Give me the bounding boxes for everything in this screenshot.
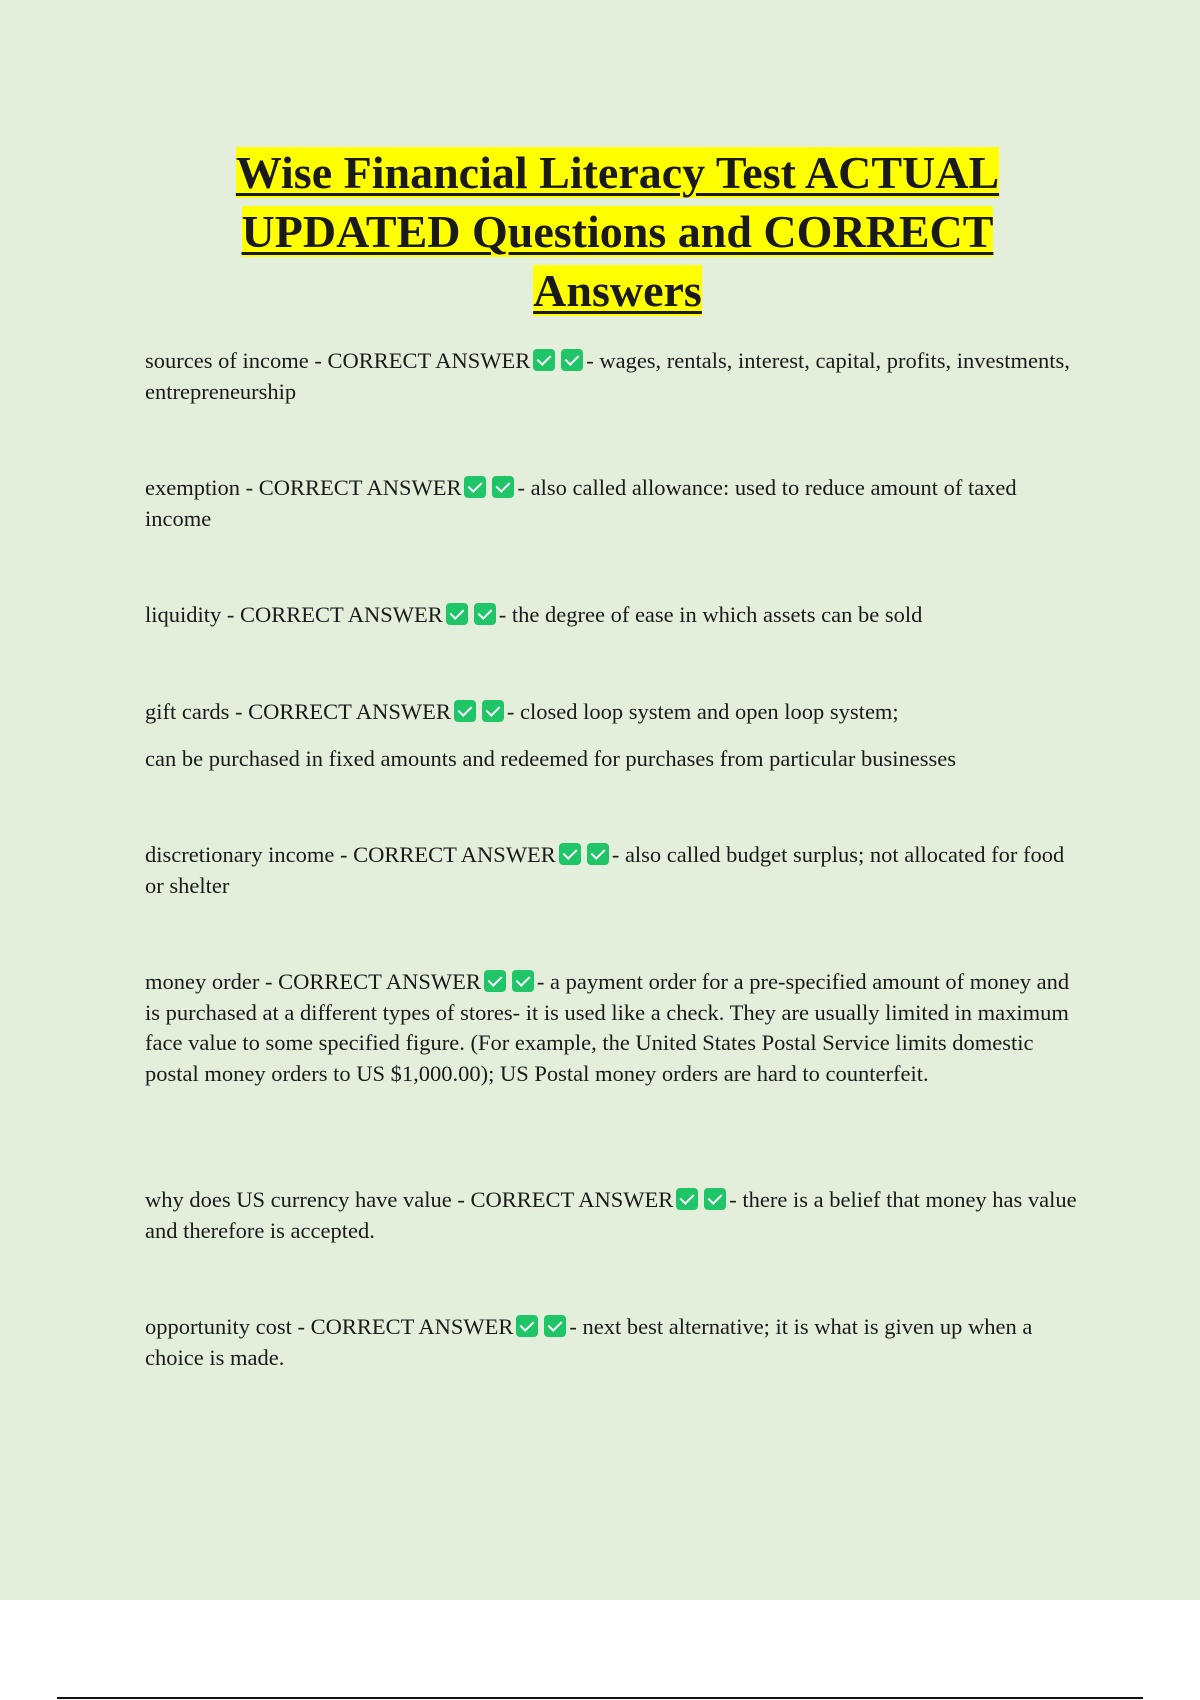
check-mark-icon — [704, 1188, 726, 1210]
qa-item-sources-of-income: sources of income - CORRECT ANSWER - wages, rentals, interest, capital, profits, investments, entrepreneurship — [145, 348, 1070, 404]
title-line-2: UPDATED Questions and CORRECT — [241, 206, 994, 257]
qa-answer: the degree of ease in which assets can be sold — [511, 602, 923, 627]
check-mark-icon — [484, 970, 506, 992]
check-mark-icon — [544, 1315, 566, 1337]
qa-tag: CORRECT ANSWER — [470, 1187, 674, 1212]
qa-answer: there is a belief that money has value and therefore is accepted. — [145, 1187, 1077, 1243]
check-mark-icon — [533, 349, 555, 371]
qa-item-opportunity-cost: opportunity cost - CORRECT ANSWER - next best alternative; it is what is given up when a choice is made. — [145, 1314, 1033, 1370]
qa-tag: CORRECT ANSWER — [310, 1314, 514, 1339]
qa-item-discretionary-income: discretionary income - CORRECT ANSWER - also called budget surplus; not allocated for food or shelter — [145, 842, 1065, 898]
qa-term: opportunity cost — [145, 1314, 292, 1339]
check-mark-icon — [454, 700, 476, 722]
qa-answer: wages, rentals, interest, capital, profits, investments, entrepreneurship — [145, 348, 1070, 404]
qa-answer: also called budget surplus; not allocated for food or shelter — [145, 842, 1065, 898]
qa-item-money-order: money order - CORRECT ANSWER - a payment order for a pre-specified amount of money and is purchased at a different types of stores- it is used like a check. They are usually limited in maximum face value to some specified figure. (For example, the United States Postal Service limits domestic postal money orders to US $1,000.00); US Postal money orders are hard to counterfeit. — [145, 969, 1070, 1086]
qa-item-liquidity: liquidity - CORRECT ANSWER - the degree of ease in which assets can be sold — [145, 602, 923, 627]
qa-term: why does US currency have value — [145, 1187, 452, 1212]
check-mark-icon — [474, 603, 496, 625]
qa-tag: CORRECT ANSWER — [248, 699, 451, 724]
qa-tag: CORRECT ANSWER — [258, 475, 462, 500]
qa-tag: CORRECT ANSWER — [240, 602, 443, 627]
qa-term: gift cards — [145, 699, 230, 724]
check-mark-icon — [676, 1188, 698, 1210]
qa-tag: CORRECT ANSWER — [278, 969, 481, 994]
footer-divider — [57, 1697, 1143, 1699]
qa-answer: also called allowance: used to reduce amount of taxed income — [145, 475, 1017, 531]
check-mark-icon — [446, 603, 468, 625]
qa-term: exemption — [145, 475, 240, 500]
check-mark-icon — [512, 970, 534, 992]
qa-term: discretionary income — [145, 842, 335, 867]
check-mark-icon — [559, 843, 581, 865]
qa-term: liquidity — [145, 602, 222, 627]
check-mark-icon — [482, 700, 504, 722]
check-mark-icon — [464, 476, 486, 498]
qa-tag: CORRECT ANSWER — [327, 348, 531, 373]
check-mark-icon — [561, 349, 583, 371]
qa-answer: closed loop system and open loop system; — [519, 699, 899, 724]
page-title — [150, 143, 1085, 320]
qa-term: sources of income — [145, 348, 309, 373]
title-line-3: Answers — [533, 265, 702, 316]
qa-tag: CORRECT ANSWER — [353, 842, 556, 867]
check-mark-icon — [516, 1315, 538, 1337]
qa-answer: a payment order for a pre-specified amount of money and is purchased at a different types of stores- it is used like a check. They are usually limited in maximum face value to some specified figure. (For example, the United States Postal Service limits domestic postal money orders to US $1,000.00); US Postal money orders are hard to counterfeit. — [145, 969, 1070, 1086]
qa-answer: next best alternative; it is what is given up when a choice is made. — [145, 1314, 1033, 1370]
title-line-1: Wise Financial Literacy Test ACTUAL — [235, 147, 1000, 198]
qa-item-gift-cards: gift cards - CORRECT ANSWER - closed loop system and open loop system; can be purchased in fixed amounts and redeemed for purchases from particular businesses — [145, 697, 1085, 774]
qa-item-exemption: exemption - CORRECT ANSWER - also called allowance: used to reduce amount of taxed income — [145, 475, 1017, 531]
check-mark-icon — [492, 476, 514, 498]
qa-answer-line-2: can be purchased in fixed amounts and redeemed for purchases from particular businesses — [145, 745, 956, 771]
qa-term: money order — [145, 969, 260, 994]
qa-item-us-currency-value: why does US currency have value - CORRECT ANSWER - there is a belief that money has value and therefore is accepted. — [145, 1187, 1077, 1243]
check-mark-icon — [587, 843, 609, 865]
